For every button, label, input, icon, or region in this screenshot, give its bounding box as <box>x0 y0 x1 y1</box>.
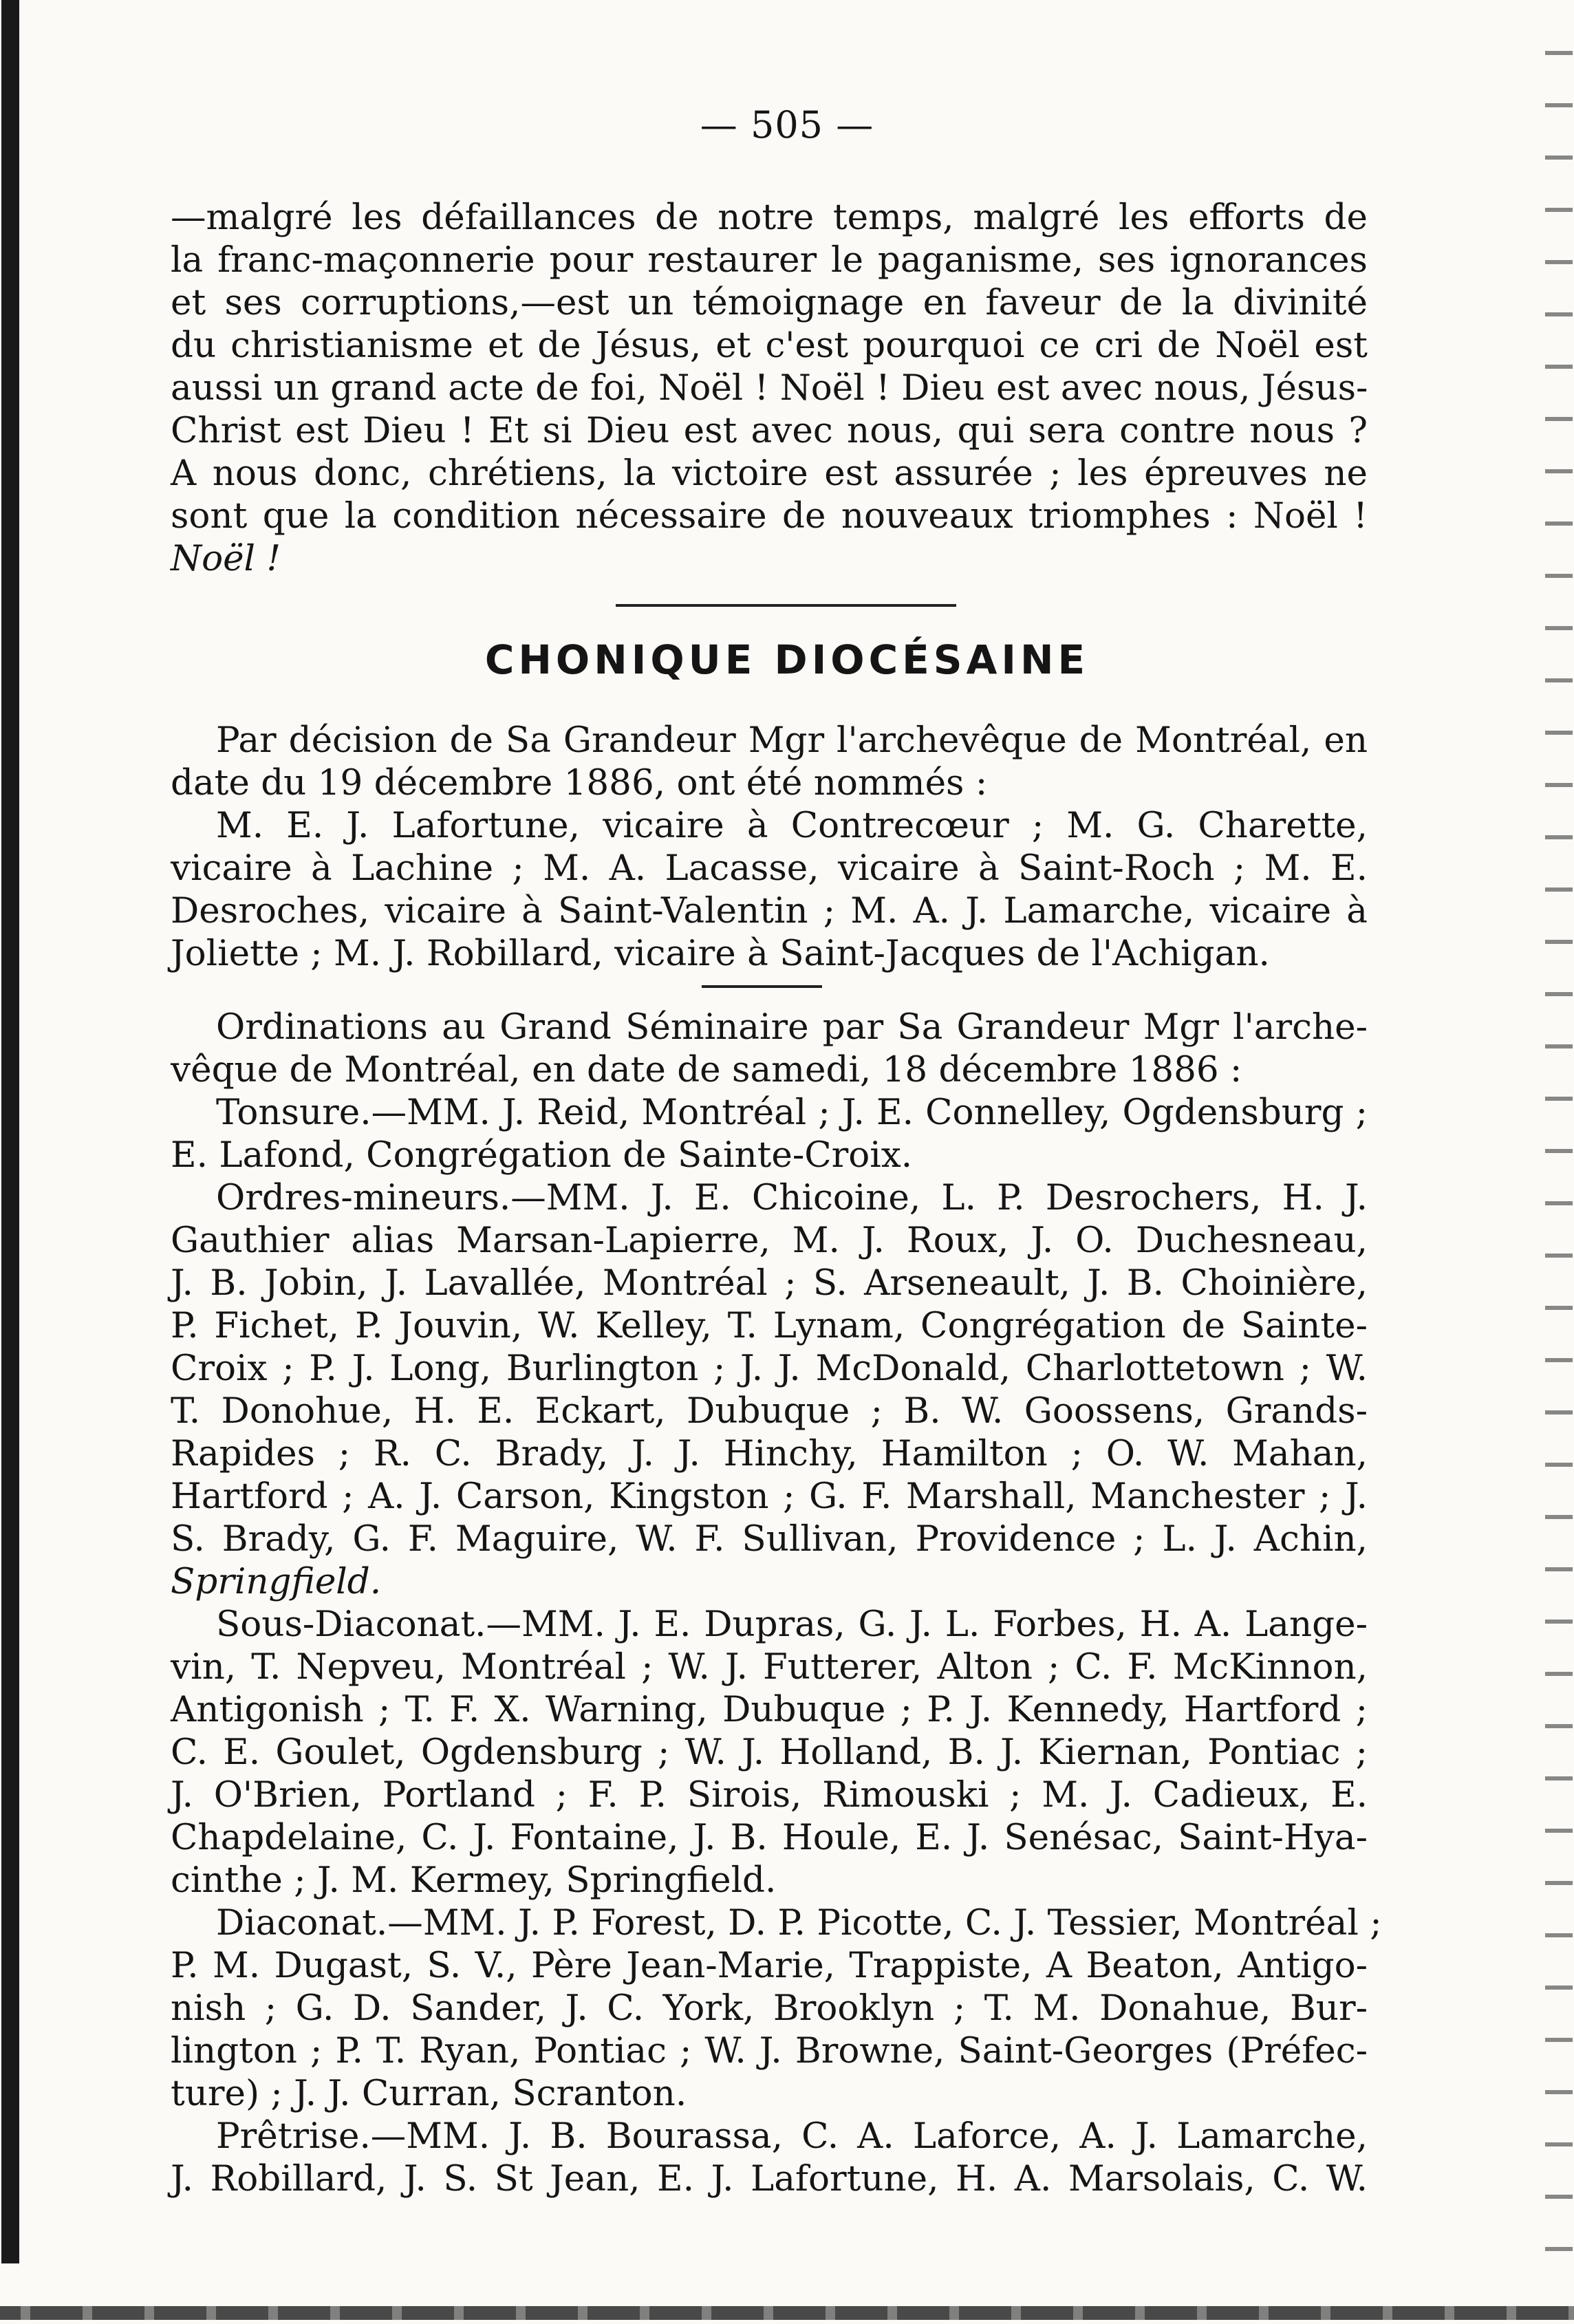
text-line: P. M. Dugast, S. V., Père Jean-Marie, Trappiste, A Beaton, Antigo- <box>171 1945 1368 1986</box>
intro-paragraph <box>171 196 1368 580</box>
text-line: Prêtrise.—MM. J. B. Bourassa, C. A. Laforce, A. J. Lamarche, <box>216 2116 1368 2157</box>
text-line: T. Donohue, H. E. Eckart, Dubuque ; B. W. Goossens, Grands- <box>171 1390 1368 1432</box>
text-line: Tonsure.—MM. J. Reid, Montréal ; J. E. Connelley, Ogdensburg ; <box>216 1092 1368 1133</box>
text-line: lington ; P. T. Ryan, Pontiac ; W. J. Browne, Saint-Georges (Préfec- <box>171 2030 1368 2072</box>
text-line: vin, T. Nepveu, Montréal ; W. J. Futterer, Alton ; C. F. McKinnon, <box>171 1646 1368 1688</box>
short-divider <box>702 985 822 988</box>
text-line: date du 19 décembre 1886, ont été nommés : <box>171 762 988 804</box>
page-number: — 505 — <box>700 103 874 147</box>
text-line: Ordinations au Grand Séminaire par Sa Grandeur Mgr l'arche- <box>216 1007 1368 1048</box>
text-line: S. Brady, G. F. Maguire, W. F. Sullivan, Providence ; L. J. Achin, <box>171 1518 1368 1560</box>
text-line: Desroches, vicaire à Saint-Valentin ; M. A. J. Lamarche, vicaire à <box>171 890 1368 932</box>
text-line: Joliette ; M. J. Robillard, vicaire à Saint-Jacques de l'Achigan. <box>171 933 1270 974</box>
right-page-edge <box>1545 28 1573 2291</box>
text-line: A nous donc, chrétiens, la victoire est assurée ; les épreuves ne <box>171 453 1368 494</box>
text-line: M. E. J. Lafortune, vicaire à Contrecœur ; M. G. Charette, <box>216 805 1368 846</box>
section-heading: CHONIQUE DIOCÉSAINE <box>484 636 1090 683</box>
ordinations-paragraph <box>171 1006 1382 2200</box>
bottom-page-edge <box>0 2306 1574 2320</box>
text-line: aussi un grand acte de foi, Noël ! Noël ! Dieu est avec nous, Jésus- <box>171 367 1368 409</box>
text-line: Sous-Diaconat.—MM. J. E. Dupras, G. J. L. Forbes, H. A. Lange- <box>216 1604 1368 1645</box>
text-line: Croix ; P. J. Long, Burlington ; J. J. McDonald, Charlottetown ; W. <box>171 1348 1368 1389</box>
text-line: Noël ! <box>171 538 281 579</box>
left-binding-edge <box>1 0 19 2263</box>
text-line: Gauthier alias Marsan-Lapierre, M. J. Roux, J. O. Duchesneau, <box>171 1220 1368 1261</box>
text-line: et ses corruptions,—est un témoignage en faveur de la divinité <box>171 282 1368 323</box>
text-line: du christianisme et de Jésus, et c'est pourquoi ce cri de Noël est <box>171 325 1368 366</box>
text-line: vicaire à Lachine ; M. A. Lacasse, vicaire à Saint-Roch ; M. E. <box>171 848 1368 889</box>
text-line: sont que la condition nécessaire de nouveaux triomphes : Noël ! <box>171 495 1368 537</box>
text-line: vêque de Montréal, en date de samedi, 18 décembre 1886 : <box>171 1049 1242 1090</box>
text-line: J. O'Brien, Portland ; F. P. Sirois, Rimouski ; M. J. Cadieux, E. <box>171 1774 1368 1816</box>
text-line: Chapdelaine, C. J. Fontaine, J. B. Houle, E. J. Senésac, Saint-Hya- <box>171 1817 1368 1858</box>
text-line: cinthe ; J. M. Kermey, Springfield. <box>171 1860 777 1901</box>
text-line: Ordres-mineurs.—MM. J. E. Chicoine, L. P. Desrochers, H. J. <box>216 1177 1368 1218</box>
text-line: Springfield. <box>171 1561 382 1602</box>
text-line: Antigonish ; T. F. X. Warning, Dubuque ; P. J. Kennedy, Hartford ; <box>171 1689 1368 1730</box>
text-line: la franc-maçonnerie pour restaurer le paganisme, ses ignorances <box>171 239 1368 281</box>
text-line: P. Fichet, P. Jouvin, W. Kelley, T. Lynam, Congrégation de Sainte- <box>171 1305 1368 1346</box>
nominations-paragraph <box>171 719 1368 975</box>
text-line: J. Robillard, J. S. St Jean, E. J. Lafortune, H. A. Marsolais, C. W. <box>171 2158 1368 2199</box>
text-line: nish ; G. D. Sander, J. C. York, Brooklyn ; T. M. Donahue, Bur- <box>171 1988 1368 2029</box>
text-line: Par décision de Sa Grandeur Mgr l'archevêque de Montréal, en <box>216 720 1368 761</box>
text-line: Christ est Dieu ! Et si Dieu est avec nous, qui sera contre nous ? <box>171 410 1368 451</box>
text-line: Hartford ; A. J. Carson, Kingston ; G. F. Marshall, Manchester ; J. <box>171 1476 1368 1517</box>
section-divider <box>616 604 956 607</box>
text-line: C. E. Goulet, Ogdensburg ; W. J. Holland, B. J. Kiernan, Pontiac ; <box>171 1732 1368 1773</box>
text-line: —malgré les défaillances de notre temps, malgré les efforts de <box>171 197 1368 238</box>
text-line: ture) ; J. J. Curran, Scranton. <box>171 2073 687 2114</box>
text-line: J. B. Jobin, J. Lavallée, Montréal ; S. Arseneault, J. B. Choinière, <box>171 1262 1368 1304</box>
text-line: Rapides ; R. C. Brady, J. J. Hinchy, Hamilton ; O. W. Mahan, <box>171 1433 1368 1474</box>
text-line: E. Lafond, Congrégation de Sainte-Croix. <box>171 1134 913 1176</box>
text-line: Diaconat.—MM. J. P. Forest, D. P. Picotte, C. J. Tessier, Montréal ; <box>216 1902 1382 1944</box>
